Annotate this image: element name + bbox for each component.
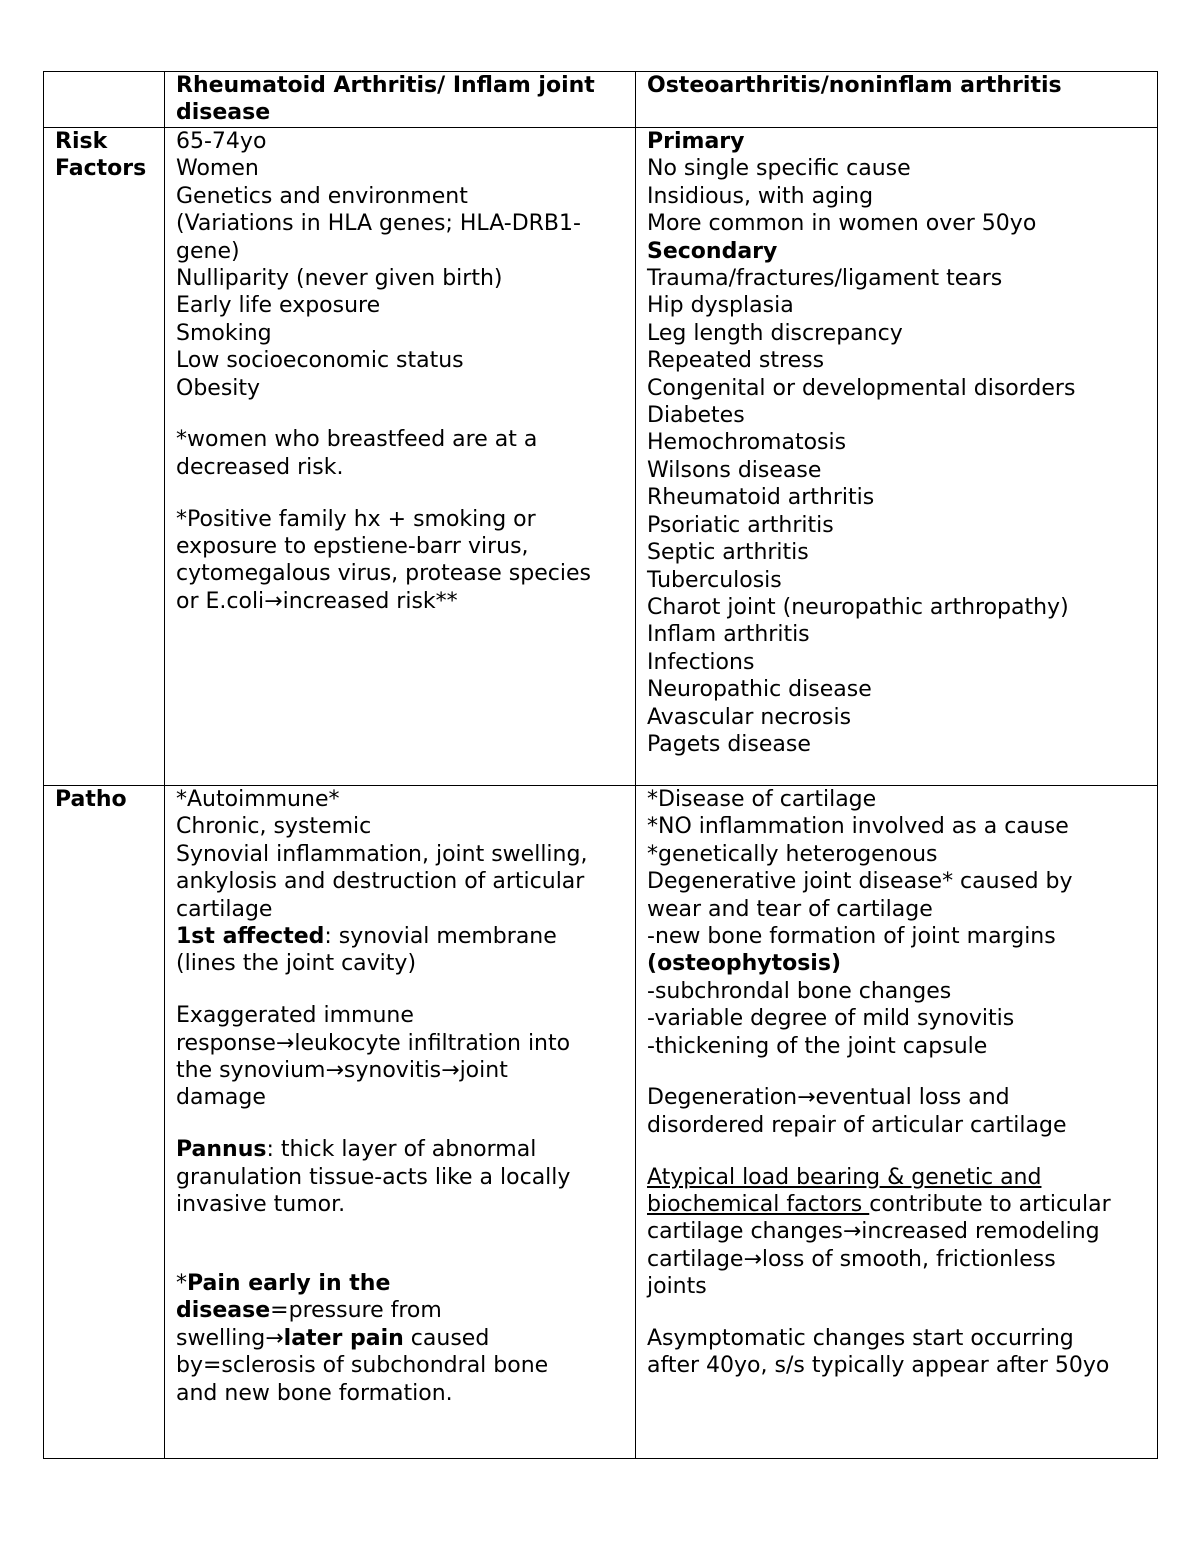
header-ra-title: Rheumatoid Arthritis/ Inflam joint disease bbox=[176, 73, 595, 126]
patho-oa-line: -new bone formation of joint margins bbox=[647, 924, 1056, 950]
spacer bbox=[176, 402, 631, 426]
patho-ra-line bbox=[176, 923, 631, 950]
patho-label: Patho bbox=[55, 787, 127, 812]
risk-ra-line: Early life exposure bbox=[176, 293, 381, 319]
biochemical-factors-text: biochemical factors bbox=[647, 1192, 870, 1218]
patho-ra-line: invasive tumor. bbox=[176, 1192, 346, 1218]
risk-oa-line: Charot joint (neuropathic arthropathy) bbox=[647, 594, 1069, 620]
patho-ra-line: by=sclerosis of subchondral bone bbox=[176, 1353, 549, 1379]
patho-ra-line: cartilage bbox=[176, 896, 273, 922]
primary-heading: Primary bbox=[647, 129, 745, 154]
risk-oa-line: Trauma/fractures/ligament tears bbox=[647, 266, 1003, 292]
patho-label-cell bbox=[44, 786, 165, 1459]
header-oa-title: Osteoarthritis/noninflam arthritis bbox=[647, 73, 1062, 98]
patho-ra-cell bbox=[165, 786, 636, 1459]
patho-oa-line: Degenerative joint disease* caused by bbox=[647, 869, 1073, 895]
pannus-text: : thick layer of abnormal bbox=[266, 1137, 537, 1163]
risk-ra-line: Genetics and environment bbox=[176, 183, 468, 209]
patho-oa-line: cartilage→loss of smooth, frictionless bbox=[647, 1246, 1056, 1272]
risk-factors-row bbox=[44, 128, 1158, 786]
patho-ra-line: Exaggerated immune bbox=[176, 1003, 414, 1029]
patho-oa-line: disordered repair of articular cartilage bbox=[647, 1112, 1067, 1138]
risk-oa-line: More common in women over 50yo bbox=[647, 211, 1037, 237]
risk-label-line: Risk bbox=[55, 129, 108, 154]
contribute-text: contribute to articular bbox=[869, 1192, 1111, 1218]
risk-oa-line: Repeated stress bbox=[647, 348, 825, 374]
patho-ra-line: and new bone formation. bbox=[176, 1380, 453, 1406]
risk-oa-cell bbox=[636, 128, 1158, 786]
risk-ra-line: Nulliparity (never given birth) bbox=[176, 266, 503, 292]
risk-ra-line: Low socioeconomic status bbox=[176, 348, 464, 374]
risk-oa-line: Inflam arthritis bbox=[647, 622, 810, 648]
patho-ra-line: damage bbox=[176, 1085, 266, 1111]
risk-oa-line: Rheumatoid arthritis bbox=[647, 485, 875, 511]
risk-oa-line: Wilsons disease bbox=[647, 457, 822, 483]
risk-oa-line: Hemochromatosis bbox=[647, 430, 847, 456]
patho-oa-line: Asymptomatic changes start occurring bbox=[647, 1326, 1074, 1352]
risk-oa-line: Tuberculosis bbox=[647, 567, 782, 593]
patho-oa-line: after 40yo, s/s typically appear after 50yo bbox=[647, 1353, 1110, 1379]
risk-oa-line: Congenital or developmental disorders bbox=[647, 375, 1076, 401]
patho-oa-line bbox=[647, 1191, 1153, 1218]
first-affected-text: : synovial membrane bbox=[324, 924, 557, 950]
risk-oa-line: Hip dysplasia bbox=[647, 293, 794, 319]
spacer bbox=[176, 1218, 631, 1270]
risk-oa-line: Psoriatic arthritis bbox=[647, 512, 834, 538]
patho-oa-line: *Disease of cartilage bbox=[647, 787, 877, 812]
risk-ra-note: *Positive family hx + smoking or bbox=[176, 506, 536, 532]
patho-ra-line bbox=[176, 1325, 631, 1352]
paren-open: ( bbox=[647, 951, 658, 977]
patho-oa-line: -subchrondal bone changes bbox=[647, 978, 952, 1004]
risk-ra-note: decreased risk. bbox=[176, 454, 344, 480]
patho-ra-line: Synovial inflammation, joint swelling, bbox=[176, 841, 588, 867]
risk-ra-note: *women who breastfeed are at a bbox=[176, 427, 538, 453]
patho-oa-line: *genetically heterogenous bbox=[647, 841, 938, 867]
header-ra-cell bbox=[165, 72, 636, 128]
patho-ra-line: granulation tissue-acts like a locally bbox=[176, 1164, 571, 1190]
risk-label-cell bbox=[44, 128, 165, 786]
pain-caused-text: caused bbox=[403, 1325, 490, 1351]
paren-close: ) bbox=[830, 951, 841, 977]
risk-ra-note: exposure to epstiene-barr virus, bbox=[176, 534, 529, 560]
patho-oa-line: Atypical load bearing & genetic and bbox=[647, 1164, 1042, 1190]
pain-pressure-text: =pressure from bbox=[270, 1298, 442, 1324]
patho-oa-cell bbox=[636, 786, 1158, 1459]
patho-row bbox=[44, 786, 1158, 1459]
patho-ra-line bbox=[176, 1136, 631, 1163]
patho-ra-line: the synovium→synovitis→joint bbox=[176, 1058, 508, 1084]
risk-oa-line: Infections bbox=[647, 649, 755, 675]
header-row bbox=[44, 72, 1158, 128]
risk-oa-line: Pagets disease bbox=[647, 731, 811, 757]
patho-oa-line: Degeneration→eventual loss and bbox=[647, 1085, 1010, 1111]
risk-oa-line: Avascular necrosis bbox=[647, 704, 852, 730]
risk-oa-line: Neuropathic disease bbox=[647, 677, 872, 703]
patho-oa-line: -thickening of the joint capsule bbox=[647, 1033, 988, 1059]
pain-disease-label: disease bbox=[176, 1298, 271, 1324]
risk-ra-line: (Variations in HLA genes; HLA-DRB1- bbox=[176, 211, 581, 237]
first-affected-label: 1st affected bbox=[176, 924, 325, 950]
spacer bbox=[647, 1139, 1153, 1163]
pain-star: * bbox=[176, 1271, 187, 1297]
secondary-heading: Secondary bbox=[647, 238, 778, 264]
spacer bbox=[647, 1301, 1153, 1325]
patho-ra-line: (lines the joint cavity) bbox=[176, 951, 417, 977]
pain-swelling-text: swelling→ bbox=[176, 1325, 284, 1351]
risk-label-line: Factors bbox=[55, 156, 147, 182]
risk-oa-line: No single specific cause bbox=[647, 156, 911, 182]
patho-oa-line: *NO inflammation involved as a cause bbox=[647, 814, 1069, 840]
patho-ra-line bbox=[176, 1297, 631, 1324]
spacer bbox=[176, 481, 631, 505]
patho-oa-line: -variable degree of mild synovitis bbox=[647, 1006, 1015, 1032]
later-pain-label: later pain bbox=[283, 1325, 404, 1351]
risk-ra-cell bbox=[165, 128, 636, 786]
risk-ra-note: or E.coli→increased risk** bbox=[176, 588, 458, 614]
patho-ra-line bbox=[176, 1270, 631, 1297]
risk-ra-line: 65-74yo bbox=[176, 129, 267, 154]
risk-ra-note: cytomegalous virus, protease species bbox=[176, 561, 591, 587]
risk-ra-line: Obesity bbox=[176, 375, 261, 401]
patho-ra-line: response→leukocyte infiltration into bbox=[176, 1030, 571, 1056]
patho-oa-line: wear and tear of cartilage bbox=[647, 896, 933, 922]
spacer bbox=[176, 1112, 631, 1136]
spacer bbox=[176, 978, 631, 1002]
patho-oa-line: cartilage changes→increased remodeling bbox=[647, 1219, 1100, 1245]
risk-oa-line: Insidious, with aging bbox=[647, 183, 874, 209]
risk-ra-line: gene) bbox=[176, 238, 240, 264]
spacer bbox=[647, 1060, 1153, 1084]
comparison-table bbox=[43, 71, 1158, 1459]
header-oa-cell bbox=[636, 72, 1158, 128]
risk-ra-line: Smoking bbox=[176, 320, 272, 346]
corner-cell bbox=[44, 72, 165, 128]
patho-oa-line bbox=[647, 950, 1153, 977]
patho-ra-line: Chronic, systemic bbox=[176, 814, 372, 840]
patho-ra-line: *Autoimmune* bbox=[176, 787, 340, 812]
risk-oa-line: Leg length discrepancy bbox=[647, 320, 903, 346]
risk-oa-line: Diabetes bbox=[647, 403, 745, 429]
patho-ra-line: ankylosis and destruction of articular bbox=[176, 869, 585, 895]
osteophytosis-label: osteophytosis bbox=[657, 951, 831, 977]
risk-oa-line: Septic arthritis bbox=[647, 540, 809, 566]
pain-early-label: Pain early in the bbox=[187, 1271, 391, 1297]
risk-ra-line: Women bbox=[176, 156, 259, 182]
patho-oa-line: joints bbox=[647, 1274, 707, 1300]
pannus-label: Pannus bbox=[176, 1137, 267, 1163]
